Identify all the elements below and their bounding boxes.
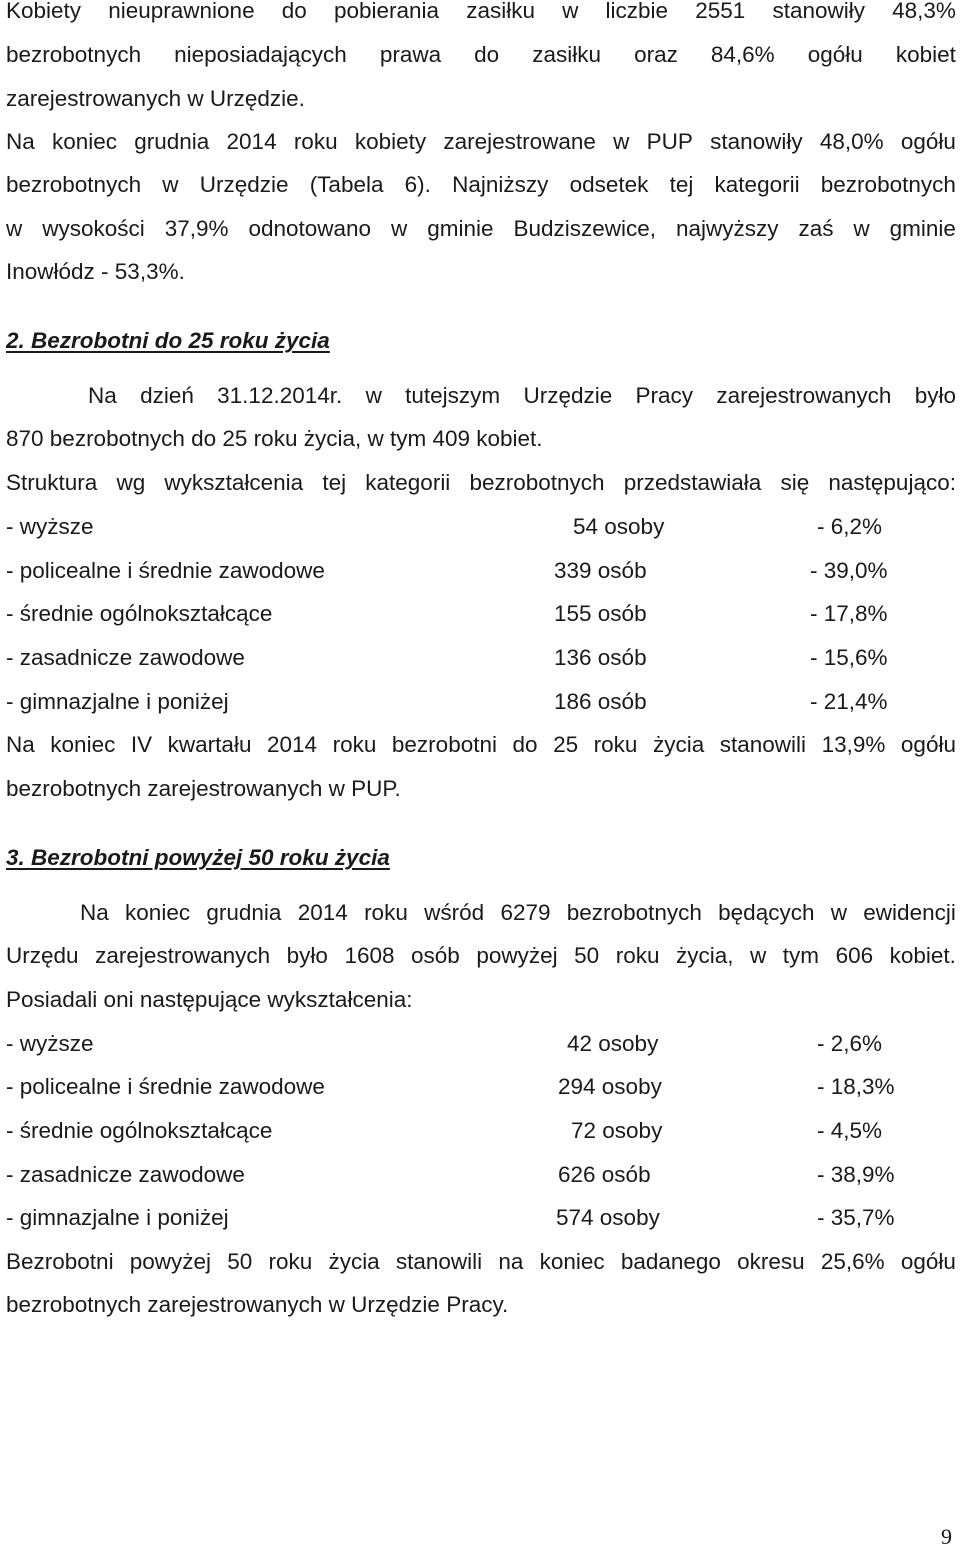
word: Bezrobotni [6,1249,114,1274]
education-percent: - 15,6% [810,645,888,670]
word: wysokości [42,216,145,241]
education-percent: - 18,3% [817,1074,895,1099]
word: 2014 [297,900,348,925]
word: następująco: [828,470,956,495]
word: Urzędzie [199,172,289,197]
word: badanego [620,1249,721,1274]
intro-line [6,215,956,243]
summary-line: bezrobotnych zarejestrowanych w Urzędzie Pracy. [6,1292,509,1317]
word: tutejszym [405,383,501,408]
word: nieuprawnione [108,0,255,23]
education-row [6,513,956,541]
word: roku [293,129,338,154]
word: zarejestrowane [443,129,596,154]
word: w [750,943,767,968]
word: 84,6% [710,42,775,67]
education-percent: - 17,8% [810,601,888,626]
summary-line: bezrobotnych zarejestrowanych w PUP. [6,776,401,801]
word: IV [130,732,153,757]
word: Najniższy [452,172,549,197]
education-label: - średnie ogólnokształcące [6,1118,273,1143]
intro-line [6,41,956,69]
word: kategorii [714,172,800,197]
word: 2551 [695,0,746,23]
word: 48,3% [892,0,956,23]
word: dzień [140,383,194,408]
word: wg [116,470,146,495]
word: kobiety [354,129,427,154]
word: Na [88,383,117,408]
word: koniec [51,129,118,154]
word: kwartału [167,732,252,757]
education-label: - wyższe [6,1031,94,1056]
word: najwyższy [675,216,779,241]
summary-line [6,731,956,759]
word: stanowiły [772,0,865,23]
word: 25 [553,732,579,757]
word: zarejestrowanych [95,943,271,968]
word: bezrobotnych [6,172,142,197]
word: koniec [125,900,191,925]
word: powyżej [129,1249,212,1274]
education-row [6,600,956,628]
word: 13,9% [821,732,886,757]
word: stanowili [395,1249,483,1274]
intro-line [6,171,956,199]
word: w [162,172,179,197]
word: ogółu [807,42,863,67]
education-count: 186 osób [554,689,647,714]
word: 1608 [344,943,395,968]
word: w [613,129,630,154]
education-percent: - 6,2% [817,514,883,539]
word: tej [669,172,694,197]
education-label: - gimnazjalne i poniżej [6,1205,229,1230]
education-count: 155 osób [554,601,647,626]
word: życia [328,1249,380,1274]
word: 6279 [500,900,551,925]
word: w [6,216,23,241]
education-row [6,557,956,585]
word: w [830,900,848,925]
word: było [914,383,956,408]
word: Pracy [635,383,694,408]
word: tej [322,470,347,495]
word: do [512,732,538,757]
word: do [474,42,500,67]
paragraph-line: Posiadali oni następujące wykształcenia: [6,987,413,1012]
word: gminie [427,216,494,241]
word: koniec [539,1249,605,1274]
word: koniec [50,732,116,757]
word: ewidencji [863,900,956,925]
word: nieposiadających [174,42,347,67]
word: w [391,216,408,241]
word: wykształcenia [164,470,304,495]
word: 50 [574,943,600,968]
paragraph-line [80,899,956,927]
page-number: 9 [941,1524,952,1549]
word: powyżej [476,943,558,968]
paragraph-line: 870 bezrobotnych do 25 roku życia, w tym 409 kobiet. [6,426,543,451]
word: 48,0% [819,129,884,154]
word: będących [718,900,815,925]
word: stanowili [719,732,807,757]
education-row [6,644,956,672]
education-count: 294 osoby [558,1074,662,1099]
word: roku [268,1249,313,1274]
word: okresu [737,1249,805,1274]
intro-line [6,0,956,25]
education-percent: - 38,9% [817,1162,895,1187]
education-count: 574 osoby [556,1205,660,1230]
education-count: 42 osoby [567,1031,659,1056]
word: było [286,943,328,968]
word: Urzędu [6,943,79,968]
intro-line [6,128,956,156]
word: bezrobotnych [820,172,956,197]
word: roku [615,943,660,968]
intro-line: zarejestrowanych w Urzędzie. [6,86,305,111]
education-row [6,1204,956,1232]
education-row [6,1161,956,1189]
word: życia [652,732,705,757]
education-count: 136 osób [554,645,647,670]
word: pobierania [333,0,440,23]
word: Na [6,129,35,154]
word: ogółu [900,129,956,154]
word: wśród [424,900,485,925]
education-label: - policealne i średnie zawodowe [6,558,325,583]
word: w [365,383,382,408]
word: 50 [227,1249,253,1274]
word: prawa [379,42,442,67]
word: 6). [404,172,431,197]
word: oraz [634,42,678,67]
word: Struktura [6,470,98,495]
word: gminie [889,216,956,241]
summary-line [6,1248,956,1276]
word: bezrobotnych [469,470,605,495]
word: 37,9% [164,216,229,241]
word: roku [332,732,377,757]
word: stanowiły [710,129,803,154]
word: Budziszewice, [513,216,657,241]
word: do [281,0,307,23]
education-row [6,1030,956,1058]
word: Urzędzie [523,383,613,408]
word: życia, [676,943,734,968]
education-count: 626 osób [558,1162,651,1187]
word: liczbie [605,0,669,23]
education-percent: - 4,5% [817,1118,883,1143]
word: kobiet. [889,943,956,968]
word: (Tabela [309,172,384,197]
education-label: - zasadnicze zawodowe [6,1162,245,1187]
word: roku [364,900,408,925]
word: 606 [835,943,874,968]
word: Na [80,900,109,925]
word: tym [782,943,820,968]
intro-line: Inowłódz - 53,3%. [6,259,185,284]
word: ogółu [900,1249,956,1274]
education-label: - gimnazjalne i poniżej [6,689,229,714]
education-label: - średnie ogólnokształcące [6,601,273,626]
word: zarejestrowanych [716,383,892,408]
word: zasiłku [532,42,602,67]
word: Na [6,732,35,757]
word: bezrobotnych [6,42,142,67]
education-count: 339 osób [554,558,647,583]
education-row [6,1117,956,1145]
education-row [6,1073,956,1101]
education-percent: - 39,0% [810,558,888,583]
word: kobiet [895,42,956,67]
paragraph-line [6,469,956,497]
education-count: 72 osoby [571,1118,663,1143]
word: bezrobotni [391,732,497,757]
word: kategorii [365,470,451,495]
word: 25,6% [820,1249,885,1274]
paragraph-line [6,942,956,970]
word: się [780,470,810,495]
education-label: - wyższe [6,514,94,539]
word: 2014 [267,732,318,757]
education-label: - zasadnicze zawodowe [6,645,245,670]
section-heading: 2. Bezrobotni do 25 roku życia [6,328,330,353]
word: grudnia [134,129,210,154]
word: roku [593,732,638,757]
education-label: - policealne i średnie zawodowe [6,1074,325,1099]
word: zaś [798,216,834,241]
education-count: 54 osoby [573,514,665,539]
word: odnotowano [248,216,372,241]
education-percent: - 21,4% [810,689,888,714]
word: ogółu [900,732,956,757]
word: w [853,216,870,241]
word: PUP [646,129,693,154]
section-heading: 3. Bezrobotni powyżej 50 roku życia [6,845,390,870]
word: Kobiety [6,0,82,23]
word: grudnia [206,900,282,925]
paragraph-line [88,382,956,410]
word: w [562,0,579,23]
word: 2014 [226,129,277,154]
word: na [498,1249,524,1274]
word: zasiłku [466,0,535,23]
education-row [6,688,956,716]
education-percent: - 2,6% [817,1031,883,1056]
word: bezrobotnych [566,900,702,925]
word: 31.12.2014r. [217,383,343,408]
word: przedstawiała [623,470,762,495]
education-percent: - 35,7% [817,1205,895,1230]
word: odsetek [569,172,649,197]
word: osób [411,943,460,968]
